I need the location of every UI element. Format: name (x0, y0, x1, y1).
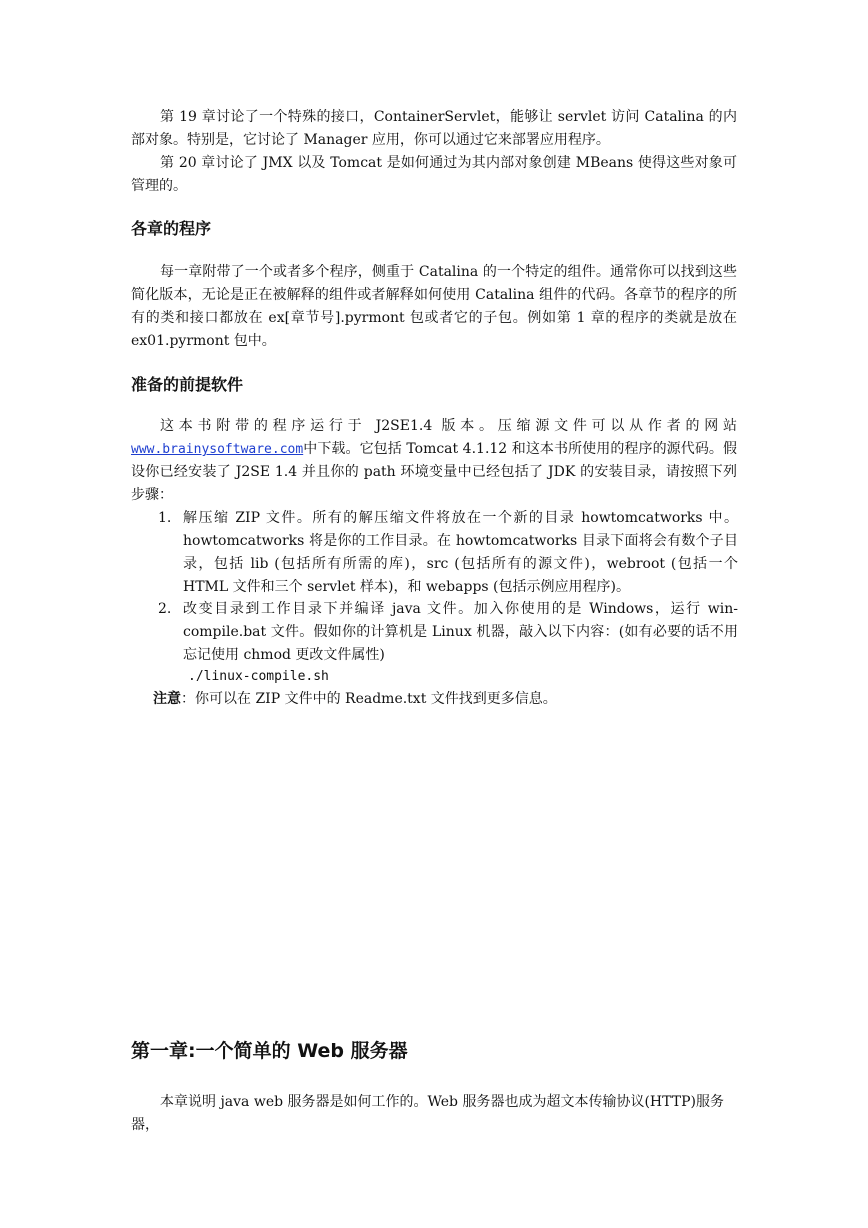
paragraph-chapter1-intro: 本章说明 java web 服务器是如何工作的。Web 服务器也成为超文本传输协议(HTTP)服务器， (131, 1094, 724, 1133)
prereq-text-after: 中下载。它包括 Tomcat 4.1.12 和这本书所使用的程序的源代码。假设你已经安装了 J2SE 1.4 并且你的 path 环境变量中已经包括了 JDK 的安装目录，请按照下列步骤： (131, 441, 737, 503)
step-2-text: 改变目录到工作目录下并编译 java 文件。加入你使用的是 Windows，运行 win-compile.bat 文件。假如你的计算机是 Linux 机器，敲入以下内容：(如有必要的话不用忘记使用 chmod 更改文件属性) (183, 601, 738, 663)
paragraph-chapter-programs: 每一章附带了一个或者多个程序，侧重于 Catalina 的一个特定的组件。通常你可以找到这些简化版本，无论是正在被解释的组件或者解释如何使用 Catalina 组件的代码。各章节的程序的所有的类和接口都放在 ex[章节号].pyrmont 包或者它的子包。例如第 1 章的程序的类就是放在 ex01.pyrmont 包中。 (131, 264, 737, 349)
note-text: 你可以在 ZIP 文件中的 Readme.txt 文件找到更多信息。 (195, 691, 557, 707)
step-1-text: 解压缩 ZIP 文件。所有的解压缩文件将放在一个新的目录 howtomcatworks 中。howtomcatworks 将是你的工作目录。在 howtomcatworks 目录下面将会有数个子目录，包括 lib (包括所有所需的库)，src (包括所有的源文件)，webroot (包括一个 HTML 文件和三个 servlet 样本)，和 webapps (包括示例应用程序)。 (183, 510, 738, 595)
heading-prerequisites: 准备的前提软件 (131, 375, 244, 394)
code-linux-compile: ./linux-compile.sh (188, 669, 329, 684)
note-paragraph (153, 688, 759, 711)
paragraph-prerequisites (131, 415, 737, 507)
heading-chapter1: 第一章:一个简单的 Web 服务器 (131, 1040, 408, 1062)
note-colon: ： (181, 691, 195, 707)
step-number-1: 1. (158, 510, 172, 526)
heading-chapter-programs: 各章的程序 (131, 219, 212, 238)
step-number-2: 2. (158, 601, 172, 617)
prereq-text-before: 这本书附带的程序运行于 J2SE1.4 版本。压缩源文件可以从作者的网站 (160, 418, 737, 434)
brainysoftware-link[interactable]: www.brainysoftware.com (131, 442, 304, 457)
paragraph-chapter19: 第 19 章讨论了一个特殊的接口，ContainerServlet，能够让 servlet 访问 Catalina 的内部对象。特别是，它讨论了 Manager 应用，你可以通过它来部署应用程序。 (131, 109, 737, 148)
note-label: 注意 (153, 691, 181, 707)
paragraph-chapter20: 第 20 章讨论了 JMX 以及 Tomcat 是如何通过为其内部对象创建 MBeans 使得这些对象可管理的。 (131, 155, 737, 194)
